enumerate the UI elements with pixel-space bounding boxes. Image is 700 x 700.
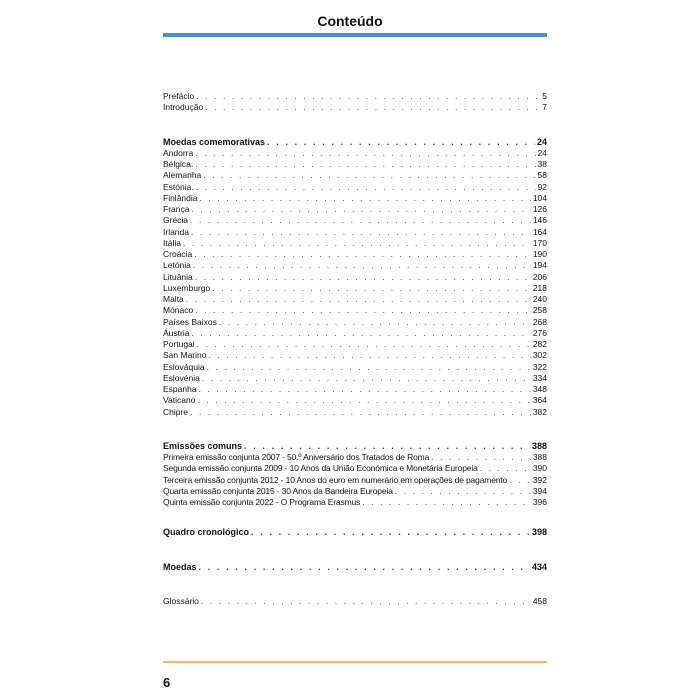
toc-leader-dots [202,373,531,384]
toc-entry[interactable] [163,350,547,361]
toc-leader-dots [395,486,531,497]
toc-entry[interactable] [163,170,547,181]
toc-leader-dots [194,249,531,260]
toc-entry-page: 146 [532,215,547,226]
toc-entry-page: 302 [532,350,547,361]
toc-entry-label: Letónia [163,260,191,271]
toc-entry-label: Vaticano [163,395,196,406]
toc-heading-joint-issues[interactable] [163,441,547,452]
toc-entry-page: 334 [532,372,547,383]
toc-leader-dots [195,272,531,283]
toc-entry[interactable] [163,486,547,497]
toc-entry[interactable] [163,227,547,238]
toc-entry[interactable] [163,362,547,373]
toc-entry-label: Prefácio [163,91,195,101]
toc-entry-label: Áustria [163,327,190,338]
toc-leader-dots [191,227,531,238]
toc-heading-page: 434 [531,561,547,572]
toc-entry-label: Croácia [163,249,193,259]
toc-entry-page: 282 [532,339,547,349]
toc-leader-dots [191,204,530,215]
table-of-contents [163,91,547,607]
toc-entry[interactable] [163,317,547,328]
toc-entry-page: 194 [532,260,547,271]
toc-entry-label: Finlândia [163,192,198,203]
toc-heading-label: Quadro cronológico [163,527,250,538]
toc-leader-dots [196,91,540,102]
toc-entry-label: Países Baixos [163,316,217,327]
toc-entry-page: 190 [532,249,547,259]
toc-entry[interactable] [163,159,547,170]
toc-heading-coins[interactable] [163,562,547,573]
toc-heading-page: 24 [536,136,547,147]
title-bar [163,33,547,37]
toc-entry[interactable] [163,475,547,486]
toc-entry-page: 104 [532,192,547,203]
toc-leader-dots [191,328,530,339]
toc-entry-label: Bélgica. [163,159,194,169]
toc-leader-dots [251,527,530,538]
toc-leader-dots [190,407,531,418]
toc-entry-label: Irlanda [163,226,189,237]
toc-entry-label: Eslovénia [163,372,200,383]
toc-entry-label: Glossário [163,595,199,606]
toc-entry[interactable] [163,204,547,215]
toc-entry-page: 390 [532,463,547,474]
toc-entry[interactable] [163,395,547,406]
toc-entry-page: 92 [537,181,547,192]
toc-heading-label: Emissões comuns [163,440,243,451]
toc-entry-label: Andorra [163,147,194,158]
toc-leader-dots [195,305,531,316]
toc-leader-dots [205,102,540,113]
toc-entry-page: 258 [532,305,547,316]
toc-leader-dots [183,238,531,249]
toc-entry[interactable] [163,215,547,226]
toc-entry-label: San Marino [163,350,207,361]
toc-leader-dots [244,441,530,452]
commemorative-country-list [163,148,547,418]
toc-entry-page: 240 [532,294,547,304]
toc-entry-label: Segunda emissão conjunta 2009 - 10 Anos da União Económica e Monetária Europeia [163,463,478,474]
toc-leader-dots [197,339,531,350]
toc-entry[interactable] [163,339,547,350]
toc-leader-dots [193,260,531,271]
toc-entry-page: 268 [532,316,547,327]
toc-heading-label: Moedas [163,561,197,572]
toc-entry-label: Estónia. [163,181,194,192]
toc-entry[interactable] [163,260,547,271]
toc-leader-dots [195,148,535,159]
toc-entry[interactable] [163,272,547,283]
toc-heading-chronology[interactable] [163,527,547,538]
toc-entry-page: 24 [537,147,547,158]
toc-entry-page: 388 [532,452,547,462]
toc-leader-dots [208,350,530,361]
toc-entry-page: 322 [532,361,547,372]
toc-entry-page: 348 [532,384,547,394]
toc-entry-label: Terceira emissão conjunta 2012 - 10 Anos do euro em numerário em operações de pagamento [163,474,508,485]
toc-entry-label: Quarta emissão conjunta 2015 - 30 Anos da Bandeira Europeia [163,485,393,496]
toc-entry-page: 170 [532,237,547,248]
toc-entry-page: 458 [532,595,547,606]
toc-entry-label: Itália [163,237,181,248]
toc-leader-dots [195,159,535,170]
toc-leader-dots [219,317,531,328]
toc-entry-page: 394 [532,485,547,496]
toc-leader-dots [480,463,531,474]
toc-leader-dots [267,137,535,148]
toc-entry-label: Eslováquia [163,361,205,372]
toc-entry[interactable] [163,497,547,508]
toc-leader-dots [197,395,530,406]
toc-entry-glossary[interactable] [163,596,547,607]
toc-leader-dots [190,215,531,226]
toc-entry[interactable] [163,182,547,193]
toc-entry-page: 364 [532,395,547,406]
toc-entry-label: Espanha [163,384,197,394]
toc-heading-label: Moedas comemorativas [163,136,266,147]
toc-entry-label: Luxemburgo [163,282,211,293]
toc-entry-label: Introdução [163,102,204,113]
toc-leader-dots [509,475,531,486]
toc-heading-page: 388 [531,440,547,451]
toc-entry-label: Quinta emissão conjunta 2022 - O Programa Erasmus [163,497,361,507]
toc-entry[interactable] [163,373,547,384]
toc-leader-dots [200,193,531,204]
toc-entry-label: Malta [163,294,184,304]
toc-entry-page: 164 [532,226,547,237]
toc-entry-page: 5 [542,91,547,101]
toc-entry[interactable] [163,452,547,463]
toc-entry-page: 58 [537,170,547,181]
page-number: 6 [163,675,171,690]
toc-entry[interactable] [163,294,547,305]
toc-entry-page: 126 [532,204,547,214]
joint-issue-list [163,452,547,508]
toc-leader-dots [196,182,536,193]
toc-leader-dots [186,294,531,305]
toc-leader-dots [362,497,531,508]
toc-entry[interactable] [163,193,547,204]
toc-leader-dots [431,452,531,463]
toc-heading-page: 398 [531,527,547,538]
toc-heading-commemorative-coins[interactable] [163,137,547,148]
toc-entry-page: 206 [532,271,547,282]
toc-entry[interactable] [163,407,547,418]
toc-entry-page: 382 [532,406,547,417]
toc-entry[interactable] [163,238,547,249]
toc-entry-label: Grécia [163,215,189,226]
toc-entry-label: França [163,204,190,214]
toc-leader-dots [203,170,535,181]
toc-entry-page: 396 [532,497,547,507]
toc-entry-label: Alemanha [163,170,202,181]
toc-leader-dots [207,362,531,373]
toc-entry-label: Primeira emissão conjunta 2007 - 50.º Aniversário dos Tratados de Roma [163,452,430,462]
toc-entry[interactable] [163,328,547,339]
bottom-rule [163,661,547,663]
toc-entry[interactable] [163,148,547,159]
toc-leader-dots [199,384,531,395]
toc-entry[interactable] [163,249,547,260]
toc-entry-introduction[interactable] [163,102,547,113]
page-title: Conteúdo [317,13,383,29]
toc-entry-page: 218 [532,282,547,293]
toc-entry-label: Chipre [163,406,189,417]
toc-entry[interactable] [163,463,547,474]
toc-entry[interactable] [163,283,547,294]
toc-entry-page: 276 [532,327,547,338]
toc-entry[interactable] [163,384,547,395]
toc-leader-dots [199,562,530,573]
toc-entry-label: Mónaco [163,305,194,316]
toc-entry-label: Portugal [163,339,195,349]
toc-entry-label: Lituânia [163,271,193,282]
toc-entry-page: 7 [542,102,547,113]
toc-leader-dots [201,596,531,607]
toc-entry-preface[interactable] [163,91,547,102]
toc-leader-dots [212,283,531,294]
toc-entry-page: 392 [532,474,547,485]
toc-entry[interactable] [163,305,547,316]
toc-entry-page: 38 [537,159,547,169]
